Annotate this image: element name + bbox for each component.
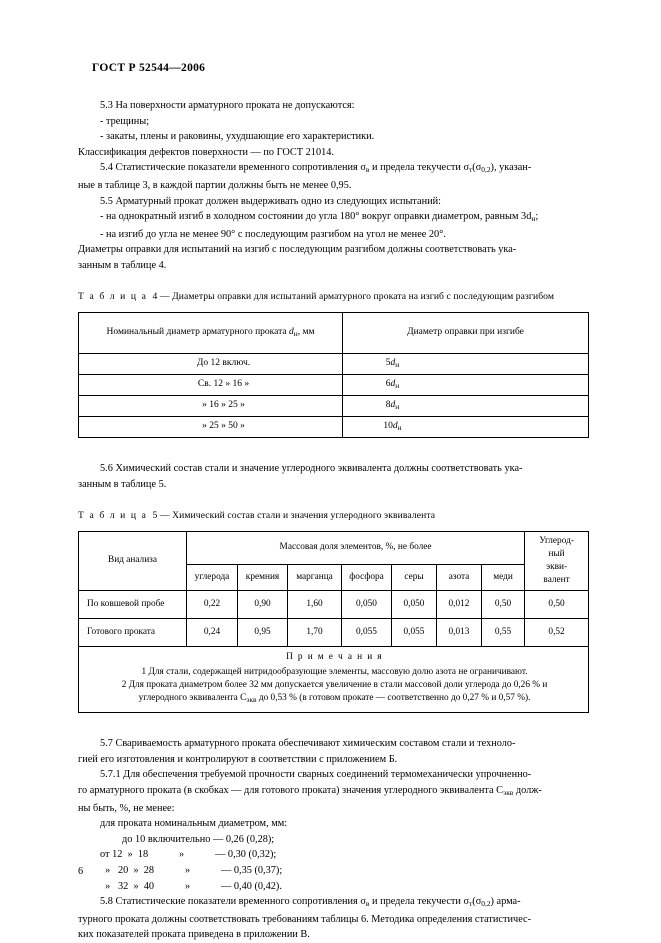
table-5-ce-line-1: Углерод- bbox=[539, 535, 574, 546]
table-4-row-4-mandrel bbox=[343, 416, 589, 437]
clause-5-7-1-line1: 5.7.1 Для обеспечения требуемой прочности сварных соединений термомеханически упрочненно- bbox=[100, 769, 532, 781]
table-5-note-1: 1 Для стали, содержащей нитридообразующие элементы, массовую долю азота не ограничивают. bbox=[141, 666, 528, 677]
table-5-row-1-nitrogen: 0,012 bbox=[437, 590, 482, 618]
clause-5-5-a-sub: н bbox=[531, 214, 536, 224]
clause-5-8-text-4: ) арма- bbox=[490, 896, 521, 908]
clause-5-4-line2: ные в таблице 3, в каждой партии должны быть не менее 0,95. bbox=[78, 179, 352, 191]
table-row bbox=[79, 312, 589, 353]
table-5-row-2-sulfur: 0,055 bbox=[392, 618, 437, 646]
clause-5-5-mandrel-2: занным в таблице 4. bbox=[78, 259, 167, 271]
clause-5-7-1-sub: экв bbox=[503, 788, 514, 798]
table-5-row-2-silicon: 0,95 bbox=[238, 618, 288, 646]
table-4-caption bbox=[78, 289, 588, 305]
table-5-element-phosphorus: фосфора bbox=[342, 564, 392, 590]
table-4-row-4-ital: d bbox=[392, 420, 398, 431]
table-5-ce-line-2: ный bbox=[548, 548, 565, 559]
table-4-row-3-num: 8 bbox=[385, 399, 391, 410]
ce-list-item-4: » 32 » 40 » — 0,40 (0,42). bbox=[100, 880, 282, 892]
table-row bbox=[79, 531, 589, 564]
table-4-row-4-sub: н bbox=[397, 422, 402, 432]
clause-5-7-1-text-2: долж- bbox=[513, 785, 542, 797]
table-5-note-2-text-2: до 0,53 % (в готовом прокате — соответственно до 0,27 % и 0,57 %). bbox=[256, 692, 531, 703]
table-4 bbox=[78, 312, 589, 438]
table-5-row-2-manganese: 1,70 bbox=[288, 618, 342, 646]
table-5-row-2-carbon: 0,24 bbox=[187, 618, 238, 646]
table-5-group-header: Массовая доля элементов, %, не более bbox=[187, 531, 525, 564]
table-5-row-1-copper: 0,50 bbox=[482, 590, 525, 618]
table-5-ce-line-3: экви- bbox=[546, 561, 568, 572]
clause-5-7-line2: гией его изготовления и контролируют в соответствии с приложением Б. bbox=[78, 753, 398, 765]
table-4-row-2-diameter: Св. 12 » 16 » bbox=[79, 374, 343, 395]
clause-5-5: 5.5 Арматурный прокат должен выдерживать одно из следующих испытаний: bbox=[100, 195, 441, 207]
clause-5-5-item-b: - на изгиб до угла не менее 90° с последующим разгибом на угол не менее 20°. bbox=[100, 228, 446, 240]
spacer-after-table-4 bbox=[78, 438, 588, 454]
clause-5-7-1-line4: для проката номинальным диаметром, мм: bbox=[100, 818, 288, 830]
clause-5-4-text-1: 5.4 Статистические показатели временного сопротивления σ bbox=[100, 162, 366, 174]
clause-5-4-sub-3: 0,2 bbox=[481, 165, 491, 175]
table-5-notes bbox=[79, 646, 589, 712]
clause-5-4-text-3: (σ bbox=[472, 162, 482, 174]
clause-5-4-sub-1: в bbox=[365, 165, 370, 175]
table-4-col1-header-text2: , мм bbox=[297, 326, 315, 337]
clause-5-7-1-line2 bbox=[78, 783, 588, 801]
table-5-row-2-label: Готового проката bbox=[79, 618, 187, 646]
table-row bbox=[79, 646, 589, 712]
table-4-wrapper bbox=[78, 312, 588, 438]
table-5-row-1-sulfur: 0,050 bbox=[392, 590, 437, 618]
clause-5-4-sub-2: т bbox=[469, 165, 473, 175]
table-5-row-1-label: По ковшевой пробе bbox=[79, 590, 187, 618]
table-5-caption-text: 5 — Химический состав стали и значения углеродного эквивалента bbox=[152, 510, 436, 522]
table-4-row-1-mandrel bbox=[343, 353, 589, 374]
clause-5-3-item-a: - трещины; bbox=[100, 115, 150, 127]
table-row bbox=[79, 374, 589, 395]
table-row bbox=[79, 618, 589, 646]
clause-5-8-text-1: 5.8 Статистические показатели временного сопротивления σ bbox=[100, 896, 366, 908]
table-4-col1-header-sub: н bbox=[293, 328, 298, 338]
clause-5-7-1-line3: ны быть, %, не менее: bbox=[78, 802, 175, 814]
table-5-note-2-line1: 2 Для проката диаметром более 32 мм допускается увеличение в стали массовой доли углерода до 0,26 % и bbox=[121, 679, 548, 690]
table-5-element-carbon: углерода bbox=[187, 564, 238, 590]
clause-5-8-line3: ких показателей проката приведена в приложении В. bbox=[78, 929, 310, 941]
table-5-element-nitrogen: азота bbox=[437, 564, 482, 590]
clause-5-8-sub-3: 0,2 bbox=[481, 899, 491, 909]
spacer-after-table-4-b bbox=[78, 453, 588, 461]
page-header: ГОСТ Р 52544—2006 bbox=[92, 62, 206, 74]
clause-5-4-text-2: и предела текучести σ bbox=[369, 162, 470, 174]
table-4-row-4-diameter: » 25 » 50 » bbox=[79, 416, 343, 437]
clause-5-7-line1: 5.7 Свариваемость арматурного проката обеспечивают химическим составом стали и техноло- bbox=[100, 738, 516, 750]
table-5-element-copper: меди bbox=[482, 564, 525, 590]
spacer-after-table-5 bbox=[78, 713, 588, 729]
clause-5-3: 5.3 На поверхности арматурного проката не допускаются: bbox=[100, 100, 355, 111]
table-4-row-3-ital: d bbox=[390, 399, 396, 410]
table-5-row-1-ce: 0,50 bbox=[525, 590, 589, 618]
clause-5-3-item-b: - закаты, плены и раковины, ухудшающие его характеристики. bbox=[100, 131, 375, 143]
table-4-col1-header-text1: Номинальный диаметр арматурного проката bbox=[106, 326, 289, 337]
table-4-row-3-mandrel bbox=[343, 395, 589, 416]
table-4-row-4-num: 10 bbox=[383, 420, 393, 431]
clause-5-5-mandrel-1: Диаметры оправки для испытаний на изгиб с последующим разгибом должны соответствовать ука- bbox=[78, 244, 517, 256]
table-4-row-1-ital: d bbox=[390, 357, 396, 368]
table-5-row-2-ce: 0,52 bbox=[525, 618, 589, 646]
clause-5-4 bbox=[78, 160, 588, 178]
table-5-col-vid-header: Вид анализа bbox=[79, 531, 187, 590]
table-4-row-3-diameter: » 16 » 25 » bbox=[79, 395, 343, 416]
table-4-row-1-diameter: До 12 включ. bbox=[79, 353, 343, 374]
table-5-row-2-nitrogen: 0,013 bbox=[437, 618, 482, 646]
document-body bbox=[78, 98, 588, 943]
table-row bbox=[79, 416, 589, 437]
table-4-row-1-sub: н bbox=[395, 359, 400, 369]
table-4-col1-header-ital: d bbox=[288, 326, 294, 337]
table-4-caption-text: 4 — Диаметры оправки для испытаний арматурного проката на изгиб с последующим разгибом bbox=[152, 291, 555, 303]
clause-5-5-a-text-2: ; bbox=[535, 211, 539, 223]
table-5-row-1-phosphorus: 0,050 bbox=[342, 590, 392, 618]
ce-list-item-3: » 20 » 28 » — 0,35 (0,37); bbox=[100, 865, 283, 877]
ce-list-item-2: от 12 » 18 » — 0,30 (0,32); bbox=[100, 849, 277, 861]
spacer-before-table-5 bbox=[78, 493, 588, 509]
table-5-element-manganese: марганца bbox=[288, 564, 342, 590]
table-row bbox=[79, 395, 589, 416]
table-5-ce-header bbox=[525, 531, 589, 590]
table-5-notes-title: П р и м е ч а н и я bbox=[286, 651, 383, 662]
table-5-note-2-sub: экв bbox=[246, 694, 257, 704]
page-number: 6 bbox=[78, 866, 84, 877]
clause-5-6-line2: занным в таблице 5. bbox=[78, 478, 167, 490]
table-5-row-2-copper: 0,55 bbox=[482, 618, 525, 646]
spacer-before-table-4 bbox=[78, 274, 588, 290]
table-5-element-silicon: кремния bbox=[238, 564, 288, 590]
table-5-element-sulfur: серы bbox=[392, 564, 437, 590]
table-4-caption-label: Т а б л и ц а bbox=[78, 291, 148, 303]
table-5-wrapper bbox=[78, 531, 588, 713]
table-5-row-1-manganese: 1,60 bbox=[288, 590, 342, 618]
clause-5-7-1-text-1: го арматурного проката (в скобках — для готового проката) значения углеродного эквивалента С bbox=[78, 785, 504, 797]
clause-5-8-sub-1: в bbox=[365, 899, 370, 909]
clause-5-8-text-3: (σ bbox=[472, 896, 482, 908]
clause-5-4-text-4: ), указан- bbox=[490, 162, 532, 174]
table-row bbox=[79, 590, 589, 618]
clause-5-3-classification: Классификация дефектов поверхности — по ГОСТ 21014. bbox=[78, 146, 334, 158]
table-4-row-2-mandrel bbox=[343, 374, 589, 395]
table-5-ce-line-4: валент bbox=[543, 574, 570, 585]
table-row bbox=[79, 353, 589, 374]
table-5-note-2-text-1: углеродного эквивалента С bbox=[138, 692, 247, 703]
table-4-row-2-num: 6 bbox=[385, 378, 391, 389]
table-4-col2-header: Диаметр оправки при изгибе bbox=[343, 312, 589, 353]
clause-5-8-text-2: и предела текучести σ bbox=[369, 896, 470, 908]
table-5 bbox=[78, 531, 589, 713]
table-5-caption bbox=[78, 508, 588, 524]
table-4-col1-header bbox=[79, 312, 343, 353]
table-5-row-2-phosphorus: 0,055 bbox=[342, 618, 392, 646]
clause-5-5-a-text-1: - на однократный изгиб в холодном состоянии до угла 180° вокруг оправки диаметром, равным 3d bbox=[100, 211, 532, 223]
clause-5-8-line1 bbox=[78, 894, 588, 912]
ce-list-item-1: до 10 включительно — 0,26 (0,28); bbox=[122, 833, 275, 845]
table-4-row-3-sub: н bbox=[395, 401, 400, 411]
clause-5-5-item-a bbox=[78, 209, 588, 227]
clause-5-8-line2: турного проката должны соответствовать требованиям таблицы 6. Методика определения статистичес- bbox=[78, 913, 532, 925]
table-4-row-2-sub: н bbox=[395, 380, 400, 390]
spacer-after-table-5-b bbox=[78, 728, 588, 736]
table-4-row-2-ital: d bbox=[390, 378, 396, 389]
table-5-row-1-carbon: 0,22 bbox=[187, 590, 238, 618]
clause-5-6-line1: 5.6 Химический состав стали и значение углеродного эквивалента должны соответствовать ука- bbox=[100, 463, 523, 475]
table-5-note-2-line2 bbox=[87, 692, 582, 706]
table-5-row-1-silicon: 0,90 bbox=[238, 590, 288, 618]
table-4-row-1-num: 5 bbox=[385, 357, 391, 368]
table-5-caption-label: Т а б л и ц а bbox=[78, 510, 148, 522]
clause-5-8-sub-2: т bbox=[469, 899, 473, 909]
